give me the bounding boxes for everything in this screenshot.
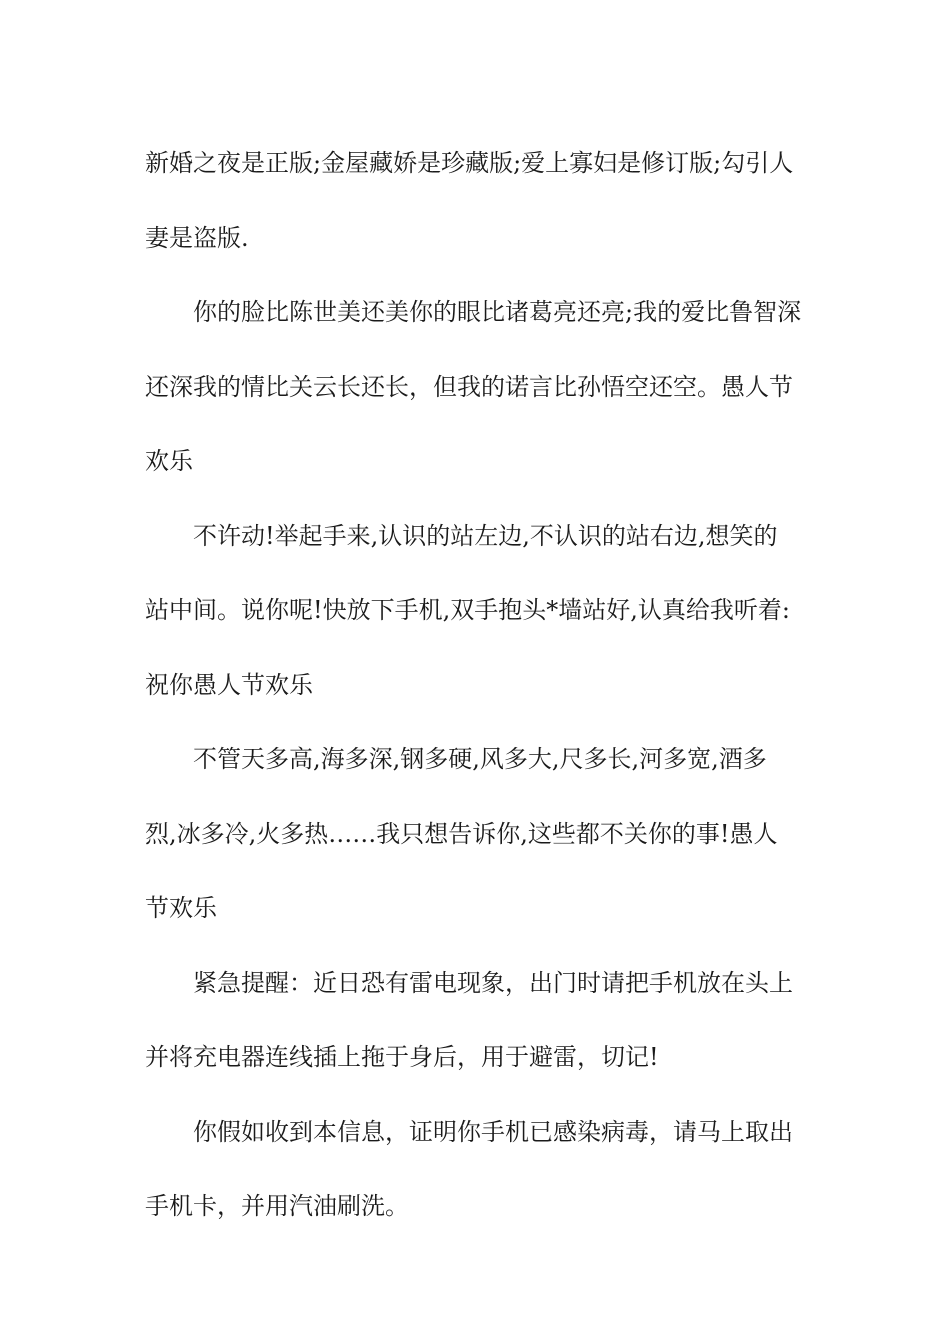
text-line: 妻是盗版.	[145, 223, 249, 252]
text-line: 欢乐	[145, 447, 193, 475]
text-line: 祝你愚人节欢乐	[145, 670, 313, 699]
paragraph-1	[145, 126, 807, 275]
text-line: 手机卡，并用汽油刷洗。	[145, 1192, 409, 1220]
text-line: 并将充电器连线插上拖于身后，用于避雷，切记!	[145, 1043, 659, 1071]
paragraph-2	[145, 275, 807, 499]
text-line: 新婚之夜是正版;金屋藏娇是珍藏版;爱上寡妇是修订版;勾引人	[145, 149, 794, 177]
paragraph-6	[145, 1095, 807, 1244]
text-line: 你的脸比陈世美还美你的眼比诸葛亮还亮;我的爱比鲁智深	[193, 298, 802, 326]
text-line: 还深我的情比关云长还长，但我的诺言比孙悟空还空。愚人节	[145, 372, 793, 401]
text-line: 紧急提醒：近日恐有雷电现象，出门时请把手机放在头上	[193, 968, 793, 997]
text-line: 不管天多高,海多深,钢多硬,风多大,尺多长,河多宽,酒多	[193, 745, 767, 773]
text-line: 站中间。说你呢!快放下手机,双手抱头*墙站好,认真给我听着:	[145, 596, 790, 624]
paragraph-3	[145, 499, 807, 723]
paragraph-5	[145, 946, 807, 1095]
text-line: 不许动!举起手来,认识的站左边,不认识的站右边,想笑的	[193, 521, 778, 550]
text-line: 你假如收到本信息，证明你手机已感染病毒，请马上取出	[193, 1117, 793, 1146]
text-line: 烈,冰多冷,火多热……我只想告诉你,这些都不关你的事!愚人	[145, 819, 778, 848]
document-body	[145, 126, 807, 1244]
paragraph-4	[145, 722, 807, 946]
text-line: 节欢乐	[145, 894, 217, 922]
